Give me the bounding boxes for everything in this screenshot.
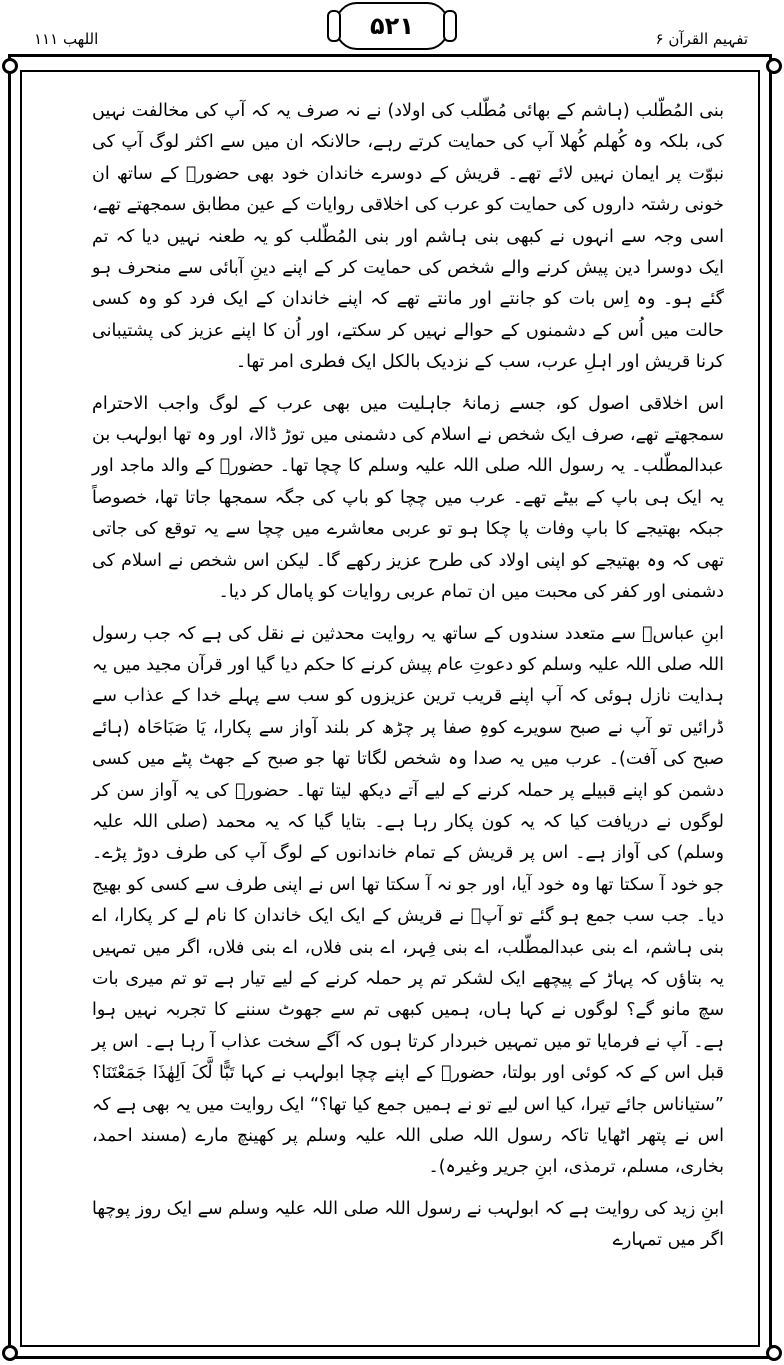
corner-ornament-icon: [766, 58, 782, 74]
surah-reference: اللھب ۱۱۱: [34, 30, 99, 48]
page-number-medallion: [335, 2, 449, 50]
corner-ornament-icon: [766, 1345, 782, 1361]
page-header: [0, 0, 784, 56]
corner-ornament-icon: [2, 58, 18, 74]
corner-ornament-icon: [2, 1345, 18, 1361]
page-number: ۵۲۱: [370, 12, 414, 40]
page-body: [92, 96, 724, 1346]
paragraph-abu-lahab: اس اخلاقی اصول کو، جسے زمانۂ جاہلیت میں بھی عرب کے لوگ واجب الاحترام سمجھتے تھے، صرف ایک شخص نے اسلام کی دشمنی میں توڑ ڈالا، اور وہ تھا ابولہب بن عبدالمطّلب۔ یہ رسول اللہ صلی اللہ علیہ وسلم کا چچا تھا۔ حضورؐ کے والد ماجد اور یہ ایک ہی باپ کے بیٹے تھے۔ عرب میں چچا کو باپ کی جگہ سمجھا جاتا تھا، خصوصاً جبکہ بھتیجے کا باپ وفات پا چکا ہو تو عربی معاشرے میں چچا سے یہ توقع کی جاتی تھی کہ وہ بھتیجے کو اپنی اولاد کی طرح عزیز رکھے گا۔ لیکن اس شخص نے اسلام کی دشمنی اور کفر کی محبت میں ان تمام عربی روایات کو پامال کر دیا۔: [92, 393, 724, 603]
paragraph-ibn-abbas-narration: ابنِ عباسؓ سے متعدد سندوں کے ساتھ یہ روایت محدثین نے نقل کی ہے کہ جب رسول اللہ صلی اللہ علیہ وسلم کو دعوتِ عام پیش کرنے کا حکم دیا گیا اور قرآن مجید میں یہ ہدایت نازل ہوئی کہ آپ اپنے قریب ترین عزیزوں کو سب سے پہلے خدا کے عذاب سے ڈرائیں تو آپ نے صبح سویرے کوہِ صفا پر چڑھ کر بلند آواز سے پکارا، یَا صَبَاحَاہ (ہائے صبح کی آفت)۔ عرب میں یہ صدا وہ شخص لگاتا تھا جو صبح کے جھٹ پٹے میں کسی دشمن کو اپنے قبیلے پر حملہ کرنے کے لیے آتے دیکھ لیتا تھا۔ حضورؐ کی یہ آواز سن کر لوگوں نے دریافت کیا کہ یہ کون پکار رہا ہے۔ بتایا گیا کہ یہ محمد (صلی اللہ علیہ وسلم) کی آواز ہے۔ اس پر قریش کے تمام خاندانوں کے لوگ آپ کی طرف دوڑ پڑے۔ جو خود آ سکتا تھا وہ خود آیا، اور جو نہ آ سکتا تھا اس نے اپنی طرف سے کسی کو بھیج دیا۔ جب سب جمع ہو گئے تو آپؐ نے قریش کے ایک ایک خاندان کا نام لے کر پکارا، اے بنی ہاشم، اے بنی عبدالمطّلب، اے بنی فِہر، اے بنی فلاں، اے بنی فلاں، اگر میں تمہیں یہ بتاؤں کہ پہاڑ کے پیچھے ایک لشکر تم پر حملہ کرنے کے لیے تیار ہے تو تم میری بات سچ مانو گے؟ لوگوں نے کہا ہاں، ہمیں کبھی تم سے جھوٹ سننے کا تجربہ نہیں ہوا ہے۔ آپ نے فرمایا تو میں تمہیں خبردار کرتا ہوں کہ آگے سخت عذاب آ رہا ہے۔ اس پر قبل اس کے کہ کوئی اور بولتا، حضورؐ کے اپنے چچا ابولہب نے کہا تَبًّا لَّکَ اَلِھٰذَا جَمَعْتَنَا؟ ”ستیاناس جائے تیرا، کیا اس لیے تو نے ہمیں جمع کیا تھا؟“ ایک روایت میں یہ بھی ہے کہ اس نے پتھر اٹھایا تاکہ رسول اللہ صلی اللہ علیہ وسلم پر کھینچ مارے (مسند احمد، بخاری، مسلم، ترمذی، ابنِ جریر وغیرہ)۔: [92, 623, 724, 1178]
book-title: تفہیم القرآن ۶: [655, 30, 748, 48]
paragraph-banu-muttalib: بنی المُطّلب (ہاشم کے بھائی مُطّلب کی اولاد) نے نہ صرف یہ کہ آپ کی مخالفت نہیں کی، بلکہ وہ کُھلم کُھلا آپ کی حمایت کرتے رہے، حالانکہ ان میں سے اکثر لوگ آپ کی نبوّت پر ایمان نہیں لائے تھے۔ قریش کے دوسرے خاندان خود بھی حضورؐ کے ساتھ ان خونی رشتہ داروں کی حمایت کو عرب کی اخلاقی روایات کے عین مطابق سمجھتے تھے، اسی وجہ سے انہوں نے کبھی بنی ہاشم اور بنی المُطّلب کو یہ طعنہ نہیں دیا کہ تم ایک دوسرا دین پیش کرنے والے شخص کی حمایت کر کے اپنے دینِ آبائی سے منحرف ہو گئے ہو۔ وہ اِس بات کو جانتے اور مانتے تھے کہ اپنے خاندان کے ایک فرد کو وہ کسی حالت میں اُس کے دشمنوں کے حوالے نہیں کر سکتے، اور اُن کا اپنے عزیز کی پشتیبانی کرنا قریش اور اہلِ عرب، سب کے نزدیک بالکل ایک فطری امر تھا۔: [92, 101, 724, 373]
paragraph-ibn-zaid-narration: ابنِ زید کی روایت ہے کہ ابولہب نے رسول اللہ صلی اللہ علیہ وسلم سے ایک روز پوچھا اگر میں تمہارے: [92, 1198, 724, 1251]
